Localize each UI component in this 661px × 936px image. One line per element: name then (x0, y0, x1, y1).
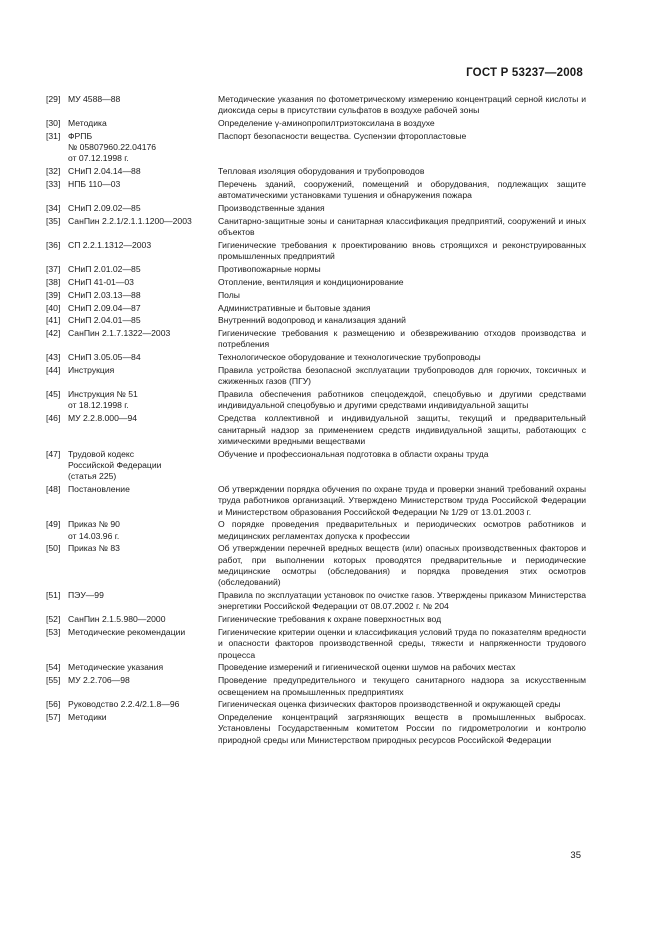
reference-entry (46, 449, 586, 483)
reference-title: Гигиенические требования к размещению и обезвреживанию отходов производства и потребления (218, 328, 586, 350)
reference-number: [48] (46, 484, 61, 494)
reference-entry (46, 590, 586, 613)
reference-entry (46, 519, 586, 542)
reference-entry (46, 699, 586, 710)
reference-number: [53] (46, 627, 61, 638)
reference-entry (46, 303, 586, 314)
reference-number: [37] (46, 264, 61, 275)
reference-number: [50] (46, 543, 61, 554)
reference-title: Тепловая изоляция оборудования и трубопроводов (218, 166, 425, 177)
reference-code: Методические рекомендации (68, 627, 186, 638)
reference-code: СНиП 3.05.05—84 (68, 352, 141, 363)
reference-entry (46, 277, 586, 288)
reference-title: Правила обеспечения работников спецодеждой, спецобувью и другими средствами индивидуальной спецобувью и другими средствами индивидуальной защиты (218, 389, 586, 411)
reference-number: [49] (46, 519, 61, 530)
reference-code: МУ 4588—88 (68, 94, 121, 104)
reference-code: СанПин 2.2.1/2.1.1.1200—2003 (68, 215, 192, 226)
reference-entry (46, 290, 586, 301)
reference-number: [46] (46, 413, 61, 424)
reference-entry (46, 675, 586, 698)
reference-title: Противопожарные нормы (218, 264, 321, 275)
reference-code: Приказ № 83 (68, 543, 120, 554)
reference-code: Руководство 2.2.4/2.1.8—96 (68, 699, 180, 710)
reference-title: Перечень зданий, сооружений, помещений и оборудования, подлежащих защите автоматическими установками тушения и обнаружения пожара (218, 179, 586, 201)
reference-number: [45] (46, 389, 61, 400)
reference-entry (46, 216, 586, 239)
reference-number: [40] (46, 302, 61, 313)
reference-title: Отопление, вентиляция и кондиционирование (218, 276, 404, 287)
reference-number: [35] (46, 215, 61, 226)
reference-number: [54] (46, 662, 61, 673)
reference-entry (46, 662, 586, 673)
reference-entry (46, 413, 586, 447)
reference-title: Полы (218, 289, 240, 300)
reference-entry (46, 240, 586, 263)
reference-entry (46, 203, 586, 214)
reference-code: Методические указания (68, 662, 164, 673)
reference-title: Гигиеническая оценка физических факторов производственной и окружающей среды (218, 699, 561, 710)
reference-number: [38] (46, 276, 61, 287)
reference-title: Административные и бытовые здания (218, 302, 371, 313)
reference-title: Об утверждении порядка обучения по охране труда и проверки знаний требований охраны труда работников организаций. Утверждено Министерством труда Российской Федерации и Министерством образования Российской Федерации № 1/29 от 13.01.2003 г. (218, 484, 586, 517)
reference-title: О порядке проведения предварительных и периодических осмотров работников и медицинских регламентах допуска к профессии (218, 519, 586, 541)
reference-number: [56] (46, 699, 61, 710)
reference-entry (46, 614, 586, 625)
reference-number: [39] (46, 289, 61, 300)
reference-entry (46, 543, 586, 588)
reference-number: [52] (46, 614, 61, 625)
reference-code: Постановление (68, 484, 130, 494)
reference-number: [55] (46, 675, 61, 686)
reference-number: [51] (46, 590, 61, 601)
reference-entry (46, 166, 586, 177)
reference-title: Санитарно-защитные зоны и санитарная классификация предприятий, сооружений и иных объектов (218, 215, 586, 238)
reference-code: СанПин 2.1.7.1322—2003 (68, 328, 171, 339)
reference-code: СНиП 2.09.04—87 (68, 302, 141, 313)
reference-title: Определение γ-аминопропилтриэтоксилана в воздухе (218, 118, 435, 129)
page-number: 35 (570, 850, 581, 861)
reference-title: Гигиенические критерии оценки и классификация условий труда по показателям вредности и опасности факторов производственной среды, тяжести и напряженности трудового процесса (218, 627, 586, 660)
reference-title: Средства коллективной и индивидуальной защиты, текущий и предварительный санитарный надзор за применением средств индивидуальной защиты, работающих с химическими вредными веществами (218, 413, 586, 446)
reference-number: [43] (46, 352, 61, 363)
reference-code: Методики (68, 712, 107, 723)
reference-title: Гигиенические требования к проектированию вновь строящихся и реконструированных промышленных предприятий (218, 240, 586, 262)
reference-code: Методика (68, 118, 107, 129)
reference-number: [32] (46, 166, 61, 177)
reference-title: Обучение и профессиональная подготовка в области охраны труда (218, 448, 489, 459)
reference-entry (46, 352, 586, 363)
reference-number: [41] (46, 315, 61, 326)
reference-number: [36] (46, 240, 61, 251)
reference-code: Трудовой кодекс Российской Федерации (статья 225) (68, 448, 162, 482)
reference-list (46, 94, 586, 748)
reference-number: [33] (46, 179, 61, 190)
reference-code: НПБ 110—03 (68, 179, 121, 190)
reference-number: [34] (46, 203, 61, 214)
reference-code: СНиП 2.03.13—88 (68, 289, 141, 300)
reference-title: Определение концентраций загрязняющих веществ в промышленных выбросах. Установлены Государственным комитетом России по гидрометрологии и контролю природной среды или Министерством природных ресурсов Российской Федерации (218, 712, 586, 745)
reference-title: Проведение измерений и гигиенической оценки шумов на рабочих местах (218, 662, 516, 673)
reference-entry (46, 328, 586, 351)
reference-number: [44] (46, 365, 61, 376)
reference-code: Инструкция (68, 365, 115, 376)
reference-code: СНиП 2.01.02—85 (68, 264, 141, 275)
reference-code: ПЭУ—99 (68, 590, 104, 601)
reference-code: СП 2.2.1.1312—2003 (68, 240, 152, 251)
reference-code: СНиП 2.09.02—85 (68, 203, 141, 214)
reference-number: [57] (46, 712, 61, 723)
reference-title: Внутренний водопровод и канализация зданий (218, 315, 406, 326)
reference-entry (46, 315, 586, 326)
reference-code: Инструкция № 51 от 18.12.1998 г. (68, 389, 138, 411)
reference-number: [42] (46, 328, 61, 339)
reference-title: Об утверждении перечней вредных веществ (или) опасных производственных факторов и работ, при выполнении которых проводятся предварительные и периодические медицинские осмотры (обследования) и порядка проведения этих осмотров (обследований) (218, 543, 586, 588)
reference-number: [31] (46, 130, 61, 141)
reference-title: Производственные здания (218, 203, 325, 214)
reference-entry (46, 484, 586, 518)
reference-title: Паспорт безопасности вещества. Суспензии фторопластовые (218, 130, 467, 141)
reference-number: [47] (46, 448, 61, 459)
reference-code: СанПин 2.1.5.980—2000 (68, 614, 166, 625)
reference-title: Технологическое оборудование и технологические трубопроводы (218, 352, 481, 363)
reference-number: [29] (46, 94, 61, 104)
reference-entry (46, 712, 586, 746)
reference-entry (46, 179, 586, 202)
reference-title: Методические указания по фотометрическому измерению концентраций серной кислоты и диоксида серы в присутствии сульфатов в воздухе рабочей зоны (218, 94, 586, 116)
reference-title: Гигиенические требования к охране поверхностных вод (218, 614, 442, 625)
reference-entry (46, 94, 586, 117)
reference-code: СНиП 2.04.01—85 (68, 315, 141, 326)
reference-entry (46, 627, 586, 661)
reference-entry (46, 264, 586, 275)
reference-code: МУ 2.2.8.000—94 (68, 413, 137, 424)
reference-entry (46, 365, 586, 388)
reference-code: МУ 2.2.706—98 (68, 675, 130, 686)
reference-number: [30] (46, 118, 61, 129)
reference-title: Правила по эксплуатации установок по очистке газов. Утверждены приказом Министерства энергетики Российской Федерации от 08.07.2002 г. № 204 (218, 590, 586, 612)
reference-code: Приказ № 90 от 14.03.96 г. (68, 519, 120, 541)
reference-code: СНиП 2.04.14—88 (68, 166, 141, 177)
reference-entry (46, 118, 586, 129)
reference-title: Проведение предупредительного и текущего санитарного надзора за искусственным освещением на промышленных предприятиях (218, 675, 586, 697)
reference-code: СНиП 41-01—03 (68, 276, 134, 287)
document-code-header: ГОСТ Р 53237—2008 (466, 67, 583, 79)
reference-code: ФРПБ № 05807960.22.04176 от 07.12.1998 г. (68, 130, 157, 164)
reference-title: Правила устройства безопасной эксплуатации трубопроводов для горючих, токсичных и сжиженных газов (ПГУ) (218, 365, 586, 387)
reference-entry (46, 131, 586, 165)
reference-entry (46, 389, 586, 412)
